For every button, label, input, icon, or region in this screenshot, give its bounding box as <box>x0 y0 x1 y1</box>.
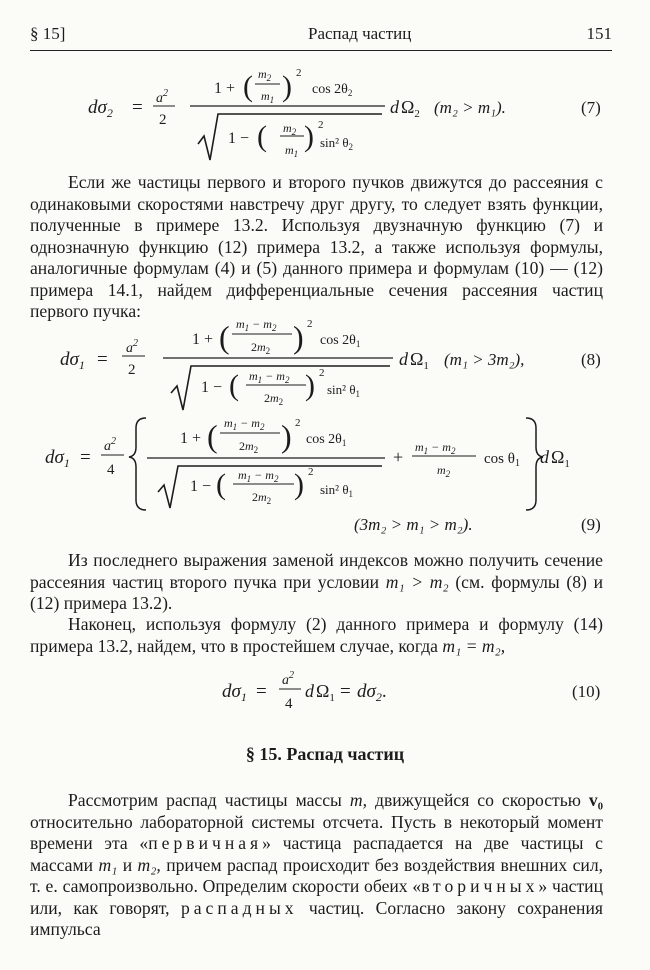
svg-text:sin² θ2: sin² $\theta_2$ <box>320 135 354 152</box>
svg-text:): ) <box>282 70 292 103</box>
p4-text-g: частиц. Согласно закону сохранения импульса <box>30 897 603 939</box>
paragraph-1: Если же частицы первого и второго пучков движутся до рассеяния с одинаковыми скоростями навстречу друг другу, то следует взять функции, полученные в примере 13.2. Используя двузначную функцию (7) и однозначную функцию (12) примера 13.2, а также используя формулы, аналогичные формулам (4) и (5) данного примера и формулам (10) — (12) примера 14.1, найдем дифференциальные сечения рассеяния частиц первого пучка: <box>30 172 603 321</box>
svg-text:m1: $m_1$ <box>261 89 275 105</box>
svg-text:): ) <box>294 468 304 501</box>
page-number: 151 <box>586 24 612 43</box>
svg-text:(: ( <box>243 70 253 103</box>
svg-text:1 −: 1 − <box>228 130 250 147</box>
paragraph-3-start: Наконец, используя формулу (2) данного примера и формулу (14) примера 13.2, найдем, что в простейшем случае, когда <box>30 614 603 656</box>
p4-secondary: вторичных <box>421 876 539 896</box>
eq7-condition: (m₂ > m₁). <box>434 98 506 117</box>
svg-text:): ) <box>293 319 304 355</box>
svg-text:1 +: 1 + <box>192 331 214 348</box>
svg-text:1 +: 1 + <box>214 80 236 97</box>
svg-text:=: = <box>132 97 143 118</box>
p4-velocity: v₀ <box>588 790 603 810</box>
p4-mass: m, <box>349 790 367 810</box>
svg-text:sin² θ1: sin² $\theta_1$ <box>327 382 361 399</box>
svg-text:d: d <box>540 447 549 467</box>
svg-text:a2: $a^2$ <box>156 88 168 106</box>
paragraph-2-start: Из последнего выражения заменой индексов можно получить сечение рассеяния частиц второго пучка при условии <box>30 550 603 592</box>
svg-text:a2: $a^2$ <box>282 670 294 688</box>
svg-text:2: 2 <box>128 362 136 378</box>
svg-text:2m2: $2m_2$ <box>264 391 284 407</box>
paragraph-2-condition: m₁ > m₂ <box>385 571 449 592</box>
svg-text:cos θ1: $\cos \theta_1$ <box>484 451 520 469</box>
svg-text:4: 4 <box>285 696 293 712</box>
svg-text:1 −: 1 − <box>201 379 223 396</box>
svg-text:(: ( <box>229 369 239 402</box>
svg-text:2: 2 <box>296 67 302 79</box>
p4-text-b: движущейся со скоростью <box>375 790 581 810</box>
svg-text:=: = <box>256 681 267 702</box>
eq9-number: (9) <box>581 515 601 534</box>
svg-text:m2: $m_2$ <box>437 463 451 479</box>
svg-text:cos 2θ1: $\cos 2\theta_1$ <box>306 432 347 448</box>
eq9-condition: (3m₂ > m₁ > m₂). <box>354 515 473 534</box>
svg-text:m1 − m2: $m_1 - m_2$ <box>236 317 277 333</box>
svg-text:Ω1: $\Omega_1$ <box>551 447 570 470</box>
svg-text:): ) <box>305 369 315 402</box>
svg-text:m1 − m2: $m_1 - m_2$ <box>238 468 279 484</box>
eq10-number: (10) <box>572 682 601 701</box>
svg-text:2: 2 <box>318 119 324 131</box>
svg-text:Ω2: $\Omega_2$ <box>401 97 420 120</box>
svg-text:=: = <box>340 681 351 702</box>
p4-primary: первичная <box>148 833 263 853</box>
svg-text:dσ1: $d\sigma_1$ <box>222 681 247 704</box>
eq7-number: (7) <box>581 98 601 117</box>
svg-text:2m2: $2m_2$ <box>251 340 271 356</box>
svg-text:m1 − m2: $m_1 - m_2$ <box>224 416 265 432</box>
svg-text:cos 2θ2: $\cos 2\theta_2$ <box>312 82 353 98</box>
svg-text:a2: $a^2$ <box>104 436 116 454</box>
header-section: § 15] <box>30 24 66 43</box>
svg-text:2: 2 <box>319 367 325 379</box>
svg-text:2m2: $2m_2$ <box>239 439 259 455</box>
svg-text:sin² θ1: sin² $\theta_1$ <box>320 482 354 499</box>
p4-decay: распадных <box>180 897 298 918</box>
svg-text:): ) <box>281 418 292 454</box>
svg-text:m1 − m2: $m_1 - m_2$ <box>249 369 290 385</box>
svg-text:dσ2: $d\sigma_2$ <box>88 97 113 120</box>
svg-text:d: d <box>399 349 408 369</box>
p4-m2: m₂, <box>137 854 161 875</box>
p4-text-c: относительно лабораторной системы отсчета. Пусть в некоторый момент времени эта « <box>30 811 603 853</box>
svg-text:Ω1: $\Omega_1$ <box>316 681 335 704</box>
svg-text:m2: $m_2$ <box>283 121 297 137</box>
svg-text:2m2: $2m_2$ <box>252 490 272 506</box>
svg-text:4: 4 <box>107 462 115 478</box>
svg-text:a2: $a^2$ <box>126 338 138 356</box>
p4-text-d: » частица распадается на две частицы с массами <box>30 833 603 875</box>
svg-text:): ) <box>304 120 314 153</box>
paragraph-3-condition: m₁ = m₂, <box>442 635 506 656</box>
svg-text:=: = <box>97 349 108 370</box>
p4-m1: m₁ <box>98 854 118 875</box>
paragraph-4 <box>30 790 603 941</box>
svg-text:2: 2 <box>159 112 167 128</box>
svg-text:m1: $m_1$ <box>285 143 299 159</box>
eq8-number: (8) <box>581 350 601 369</box>
header-title: Распад частиц <box>308 24 412 43</box>
svg-text:m1 − m2: $m_1 - m_2$ <box>415 440 456 456</box>
eq8-condition: (m₁ > 3m₂), <box>444 350 525 369</box>
svg-text:(: ( <box>216 468 226 501</box>
svg-text:dσ2.: $d\sigma_2$. <box>357 681 387 704</box>
svg-text:1 +: 1 + <box>180 430 202 447</box>
svg-text:(: ( <box>257 120 267 153</box>
svg-text:m2: $m_2$ <box>258 67 272 83</box>
p4-and: и <box>122 854 133 875</box>
svg-text:dσ1: $d\sigma_1$ <box>45 447 70 470</box>
svg-text:cos 2θ1: $\cos 2\theta_1$ <box>320 333 361 349</box>
svg-text:2: 2 <box>308 466 314 478</box>
svg-text:Ω1: $\Omega_1$ <box>410 349 429 372</box>
svg-text:(: ( <box>219 319 230 355</box>
svg-text:1 −: 1 − <box>190 478 212 495</box>
svg-text:(: ( <box>207 418 218 454</box>
svg-text:+: + <box>393 447 404 467</box>
p4-text-a: Рассмотрим распад частицы массы <box>68 790 342 810</box>
p4-text-f: » частиц или, как говорят, <box>30 876 603 918</box>
svg-text:2: 2 <box>295 417 301 429</box>
svg-text:d: d <box>390 97 399 117</box>
paragraph-2-end: (см. формулы (8) и (12) примера 13.2). <box>30 571 603 613</box>
section-heading: § 15. Распад частиц <box>245 744 405 764</box>
svg-text:=: = <box>80 447 91 468</box>
p4-text-e: причем распад происходит без воздействия внешних сил, т. е. самопроизвольно. Определим скорости обеих « <box>30 854 604 896</box>
svg-text:d: d <box>305 681 314 701</box>
svg-text:dσ1: $d\sigma_1$ <box>60 349 85 372</box>
svg-text:2: 2 <box>307 318 313 330</box>
